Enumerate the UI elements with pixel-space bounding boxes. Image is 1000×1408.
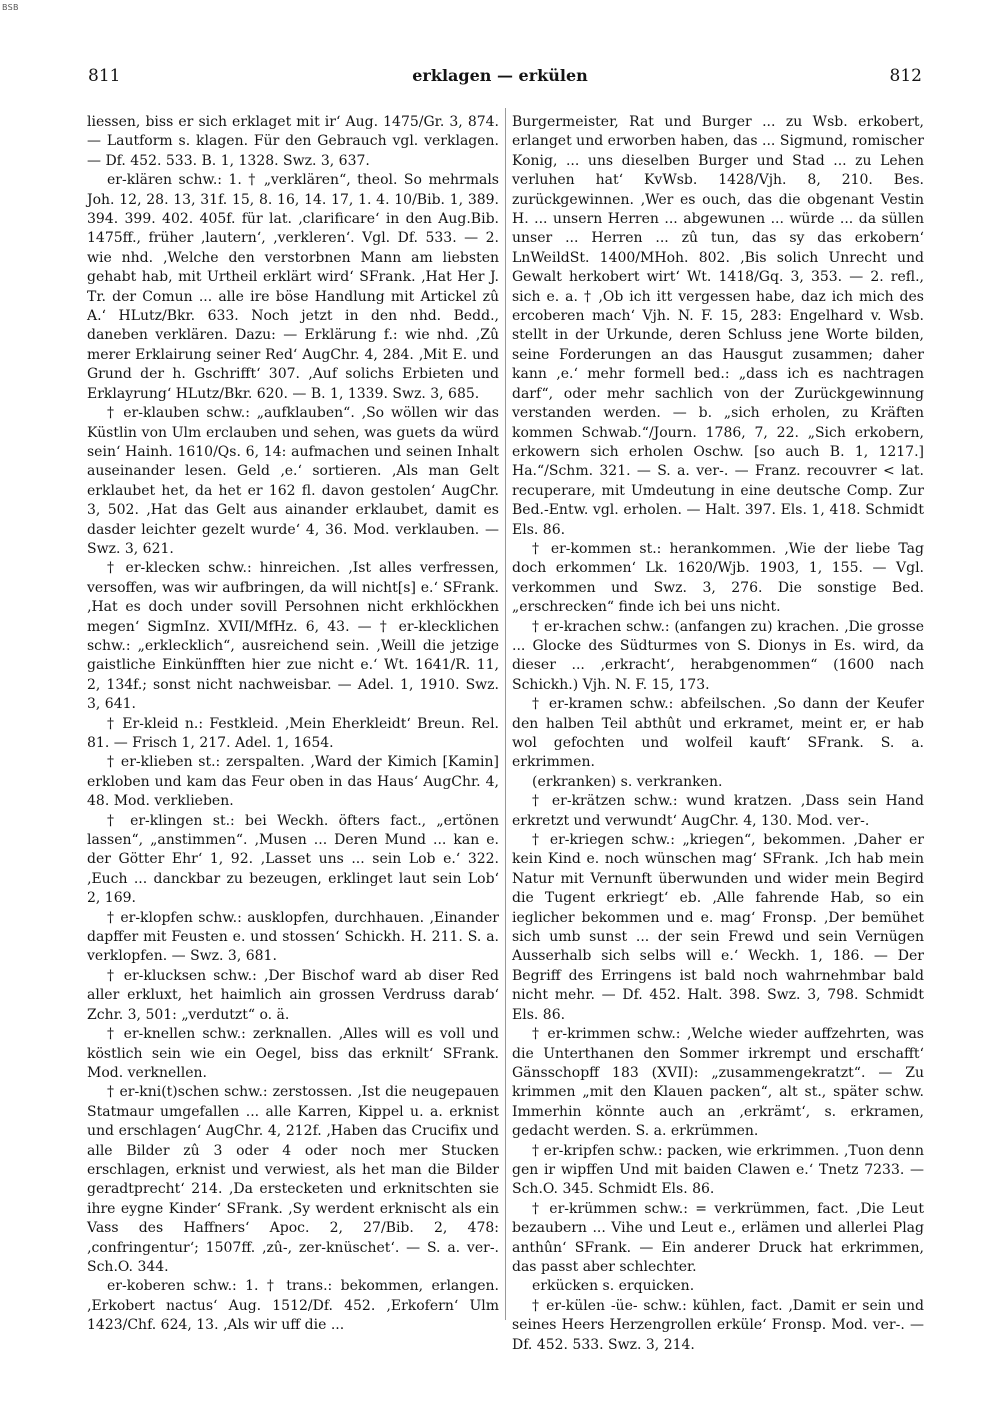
entry-paragraph: † er-kramen schw.: abfeilschen. ‚So dann der Keufer den halben Teil abthût und erkramet, meint er, er hab wol gefochten und wolfeil kauft‘ SFrank. S. a. erkrimmen. bbox=[512, 696, 924, 771]
entry-paragraph: † er-krimmen schw.: ‚Welche wieder auffzehrten, was die Unterthanen den Sommer irkrempt und erschafft‘ Gänsschopff 183 (XVII): „zusammengekratzt“. — Zu krimmen „mit den Klauen packen“, alt st., später schw. Immerhin könnte auch an ‚erkrämt‘, s. erkramen, gedacht werden. S. a. erkrümmen. bbox=[512, 1026, 924, 1140]
entry-paragraph: † er-klopfen schw.: ausklopfen, durchhauen. ‚Einander dapffer mit Feusten e. und stossen‘ Schickh. H. 211. S. a. verklopfen. — Swz. 3, 681. bbox=[87, 909, 499, 965]
entry-paragraph: † er-krätzen schw.: wund kratzen. ‚Dass sein Hand erkretzt und verwundt‘ AugChr. 4, 130. Mod. ver-. bbox=[512, 793, 924, 829]
entry-paragraph: (erkranken) s. verkranken. bbox=[532, 773, 723, 790]
entry-paragraph: † er-külen -üe- schw.: kühlen, fact. ‚Damit er sein und seines Heers Herzengrollen erküle‘ Fronsp. Mod. ver-. — Df. 452. 533. Swz. 3, 214. bbox=[512, 1297, 924, 1353]
column-divider bbox=[505, 108, 506, 1320]
library-stamp: BSB bbox=[2, 3, 19, 12]
entry-paragraph: † er-kriegen schw.: „kriegen“, bekommen. ‚Daher er kein Kind e. noch wünschen mag‘ SFrank. ‚Ich hab mein Natur mit Vernunft überwunden und wider mein Begird die Tugent erkriegt‘ eb. ‚Alle fahrende Hab, so ein ieglicher bekommen und e. mag‘ Fronsp. ‚Der bemühet sich umb sunst ... der sein Frewd und sein Vernügen Ausserhalb sich selbs will e.‘ Weckh. 1, 186. — Der Begriff des Erringens ist bald noch wahrnehmbar bald nicht mehr. — Df. 452. Halt. 398. Swz. 3, 798. Schmidt Els. 86. bbox=[512, 832, 924, 1023]
entry-paragraph: † Er-kleid n.: Festkleid. ‚Mein Eherkleidt‘ Breun. Rel. 81. — Frisch 1, 217. Adel. 1, 1654. bbox=[87, 715, 499, 751]
page-number-left: 811 bbox=[88, 66, 121, 86]
entry-paragraph: † er-klieben st.: zerspalten. ‚Ward der Kimich [Kamin] erkloben und kam das Feur oben in das Haus‘ AugChr. 4, 48. Mod. verklieben. bbox=[87, 754, 499, 810]
entry-paragraph: † er-krümmen schw.: = verkrümmen, fact. ‚Die Leut bezaubern ... Vihe und Leut e., erlämen und allerlei Plag anthûn‘ SFrank. — Ein anderer Druck hat erkrimmen, das passt aber schlechter. bbox=[512, 1200, 924, 1275]
page-number-right: 812 bbox=[889, 66, 922, 86]
entry-paragraph: † er-kni(t)schen schw.: zerstossen. ‚Ist die neugepauen Statmaur umgefallen ... alle Karren, Kippel u. a. erknist und erschlagen‘ AugChr. 4, 212f. ‚Haben das Crucifix und alle Bilder zû 3 oder 4 oder noch mer Stucken erschlagen, erknist und verwiest, als het man die Bilder geradtprecht‘ 214. ‚Da erstecketen und erknitschten sie ihre eygne Kinder‘ SFrank. ‚Sy werdent erknischt als ein Vass des Haffners‘ Apoc. 2, 27/Bib. 2, 478: ‚confringentur‘; 1507ff. ‚zû-, zer-knüschet‘. — S. a. ver-. Sch.O. 344. bbox=[87, 1084, 499, 1275]
entry-paragraph: † er-kommen st.: herankommen. ‚Wie der liebe Tag doch erkommen‘ Lk. 1620/Wjb. 1903, 1, 155. — Vgl. verkommen und Swz. 3, 276. Die sonstige Bed. „erschrecken“ finde ich bei uns nicht. bbox=[512, 540, 924, 616]
entry-paragraph: er-klären schw.: 1. † „verklären“, theol. So mehrmals Joh. 12, 28. 13, 31f. 15, 8. 16, 14. 17, 1. 4. 10/Bib. 1, 389. 394. 399. 402. 405f. für lat. ‚clarificare‘ in den Aug.Bib. 1475ff., früher ‚lautern‘, ‚verkleren‘. Vgl. Df. 533. — 2. wie nhd. ‚Welche den verstorbnen Mann am liebsten gehabt hab, mit Urtheil erklärt wird‘ SFrank. ‚Hat Her J. Tr. der Comun ... alle ire böse Handlung mit Artickel zû A.‘ HLutz/Bkr. 633. Noch jetzt in den nhd. Bedd., daneben verklären. Dazu: — Erklärung f.: wie nhd. ‚Zû merer Erklairung seiner Red‘ AugChr. 4, 284. ‚Mit E. und Grund der h. Gschrifft‘ 307. ‚Auf solichs Erbieten und Erklayrung‘ HLutz/Bkr. 620. — B. 1, 1339. Swz. 3, 685. bbox=[87, 172, 499, 402]
entry-paragraph: † er-knellen schw.: zerknallen. ‚Alles will es voll und köstlich sein wie ein Oegel, biss das erknilt‘ SFrank. Mod. verknellen. bbox=[87, 1026, 499, 1081]
entry-paragraph: † er-klingen st.: bei Weckh. öfters fact., „ertönen lassen“, „anstimmen“. ‚Musen ... Deren Mund ... kan e. der Götter Ehr‘ 1, 92. ‚Lasset uns ... sein Lob e.‘ 322. ‚Euch ... danckbar zu bezeugen, erklinget laut sein Lob‘ 2, 169. bbox=[87, 812, 499, 907]
right-column bbox=[512, 113, 924, 1355]
entry-paragraph: † er-klucksen schw.: ‚Der Bischof ward ab diser Red aller erkluxt, het haimlich ain grossen Verdruss darab‘ Zchr. 3, 501: „verdutzt“ o. ä. bbox=[87, 967, 499, 1023]
page-header-title: erklagen — erkülen bbox=[412, 66, 588, 85]
entry-paragraph: er-koberen schw.: 1. † trans.: bekommen, erlangen. ‚Erkobert nactus‘ Aug. 1512/Df. 452. ‚Erkofern‘ Ulm 1423/Chf. 624, 13. ‚Als wir uff die ... bbox=[87, 1278, 499, 1334]
entry-paragraph: Burgermeister, Rat und Burger ... zu Wsb. erkobert, erlanget und erworben haben, das ... Sigmund, romischer Konig, ... uns dieselben Burger und Stad ... zu Lehen verluhen hat‘ KvWsb. 1428/Vjh. 8, 210. Bes. zurückgewinnen. ‚Wer es ouch, das die obgenant Vestin H. ... unsern Herren ... abgewunen ... würde ... da süllen unser ... Herren ... zû tun, das sy das erkobern‘ LnWeildSt. 1400/MHoh. 802. ‚Bis solich Unrecht und Gewalt herkobert wirt‘ Wt. 1418/Gq. 3, 353. — 2. refl., sich e. a. † ‚Ob ich itt vergessen habe, daz ich mich des ercoberen mach‘ Vjh. N. F. 15, 283: Engelhard v. Wsb. stellt in der Urkunde, deren Schluss jene Worte bilden, seine Forderungen an das Hausgut zusammen; daher kann ‚e.‘ mehr formell bed.: „dass ich es nachtragen darf“, oder mehr sachlich von der Zurückgewinnung verstanden werden. — b. „sich erholen, zu Kräften kommen Schwab.“/Journ. 1786, 7, 22. „Sich erkobern, erkowern sich erholen Oschw. [so auch B. 1, 1217.] Ha.“/Schm. 321. — S. a. ver-. — Franz. recouvrer < lat. recuperare, mit Umdeutung in eine deutsche Comp. Zur Bed.-Entw. vgl. erholen. — Halt. 397. Els. 1, 418. Schmidt Els. 86. bbox=[512, 114, 924, 538]
entry-paragraph: † er-klecken schw.: hinreichen. ‚Ist alles verfressen, versoffen, was wir aufbringen, da will nicht[s] e.‘ SFrank. ‚Hat es doch under sovill Persohnen nicht erkhlöckhen megen‘ SigmInz. XVII/MfHz. 6, 43. — † er-klecklichen schw.: „erklecklich“, ausreichend sein. ‚Weill die jetzige gaistliche Einkünfften hier zue nicht e.‘ Wt. 1641/R. 11, 2, 134f.; sonst nicht nachweisbar. — Adel. 1, 1910. Swz. 3, 641. bbox=[87, 560, 499, 713]
entry-paragraph: † er-kripfen schw.: packen, wie erkrimmen. ‚Tuon denn gen ir wipffen Und mit baiden Clawen e.‘ Tnetz 7233. — Sch.O. 345. Schmidt Els. 86. bbox=[512, 1142, 924, 1198]
entry-paragraph: erkücken s. erquicken. bbox=[532, 1278, 695, 1295]
entry-paragraph: † er-klauben schw.: „aufklauben“. ‚So wöllen wir das Küstlin von Ulm erclauben und sehen, was guets da würd sein‘ Hainh. 1610/Qs. 6, 14: aufmachen und seinen Inhalt auseinander lesen. Geld ‚e.‘ sortieren. ‚Als man Gelt erklaubet het, da het er 162 fl. davon gestolen‘ AugChr. 3, 502. ‚Hat das Gelt aus ainander erklaubet, damit es dasder leichter gezelt wurde‘ 4, 36. Mod. verklauben. — Swz. 3, 621. bbox=[87, 405, 499, 557]
entry-paragraph: liessen, biss er sich erklaget mit ir‘ Aug. 1475/Gr. 3, 874. — Lautform s. klagen. Für den Gebrauch vgl. verklagen. — Df. 452. 533. B. 1, 1328. Swz. 3, 637. bbox=[87, 114, 499, 169]
left-column bbox=[87, 113, 499, 1336]
entry-paragraph: † er-krachen schw.: (anfangen zu) krachen. ‚Die grosse ... Glocke des Südturmes von S. Dionys in Es. wird, da dieser ... ‚erkracht‘, herabgenommen“ (1600 nach Schickh.) Vjh. N. F. 15, 173. bbox=[512, 618, 924, 693]
